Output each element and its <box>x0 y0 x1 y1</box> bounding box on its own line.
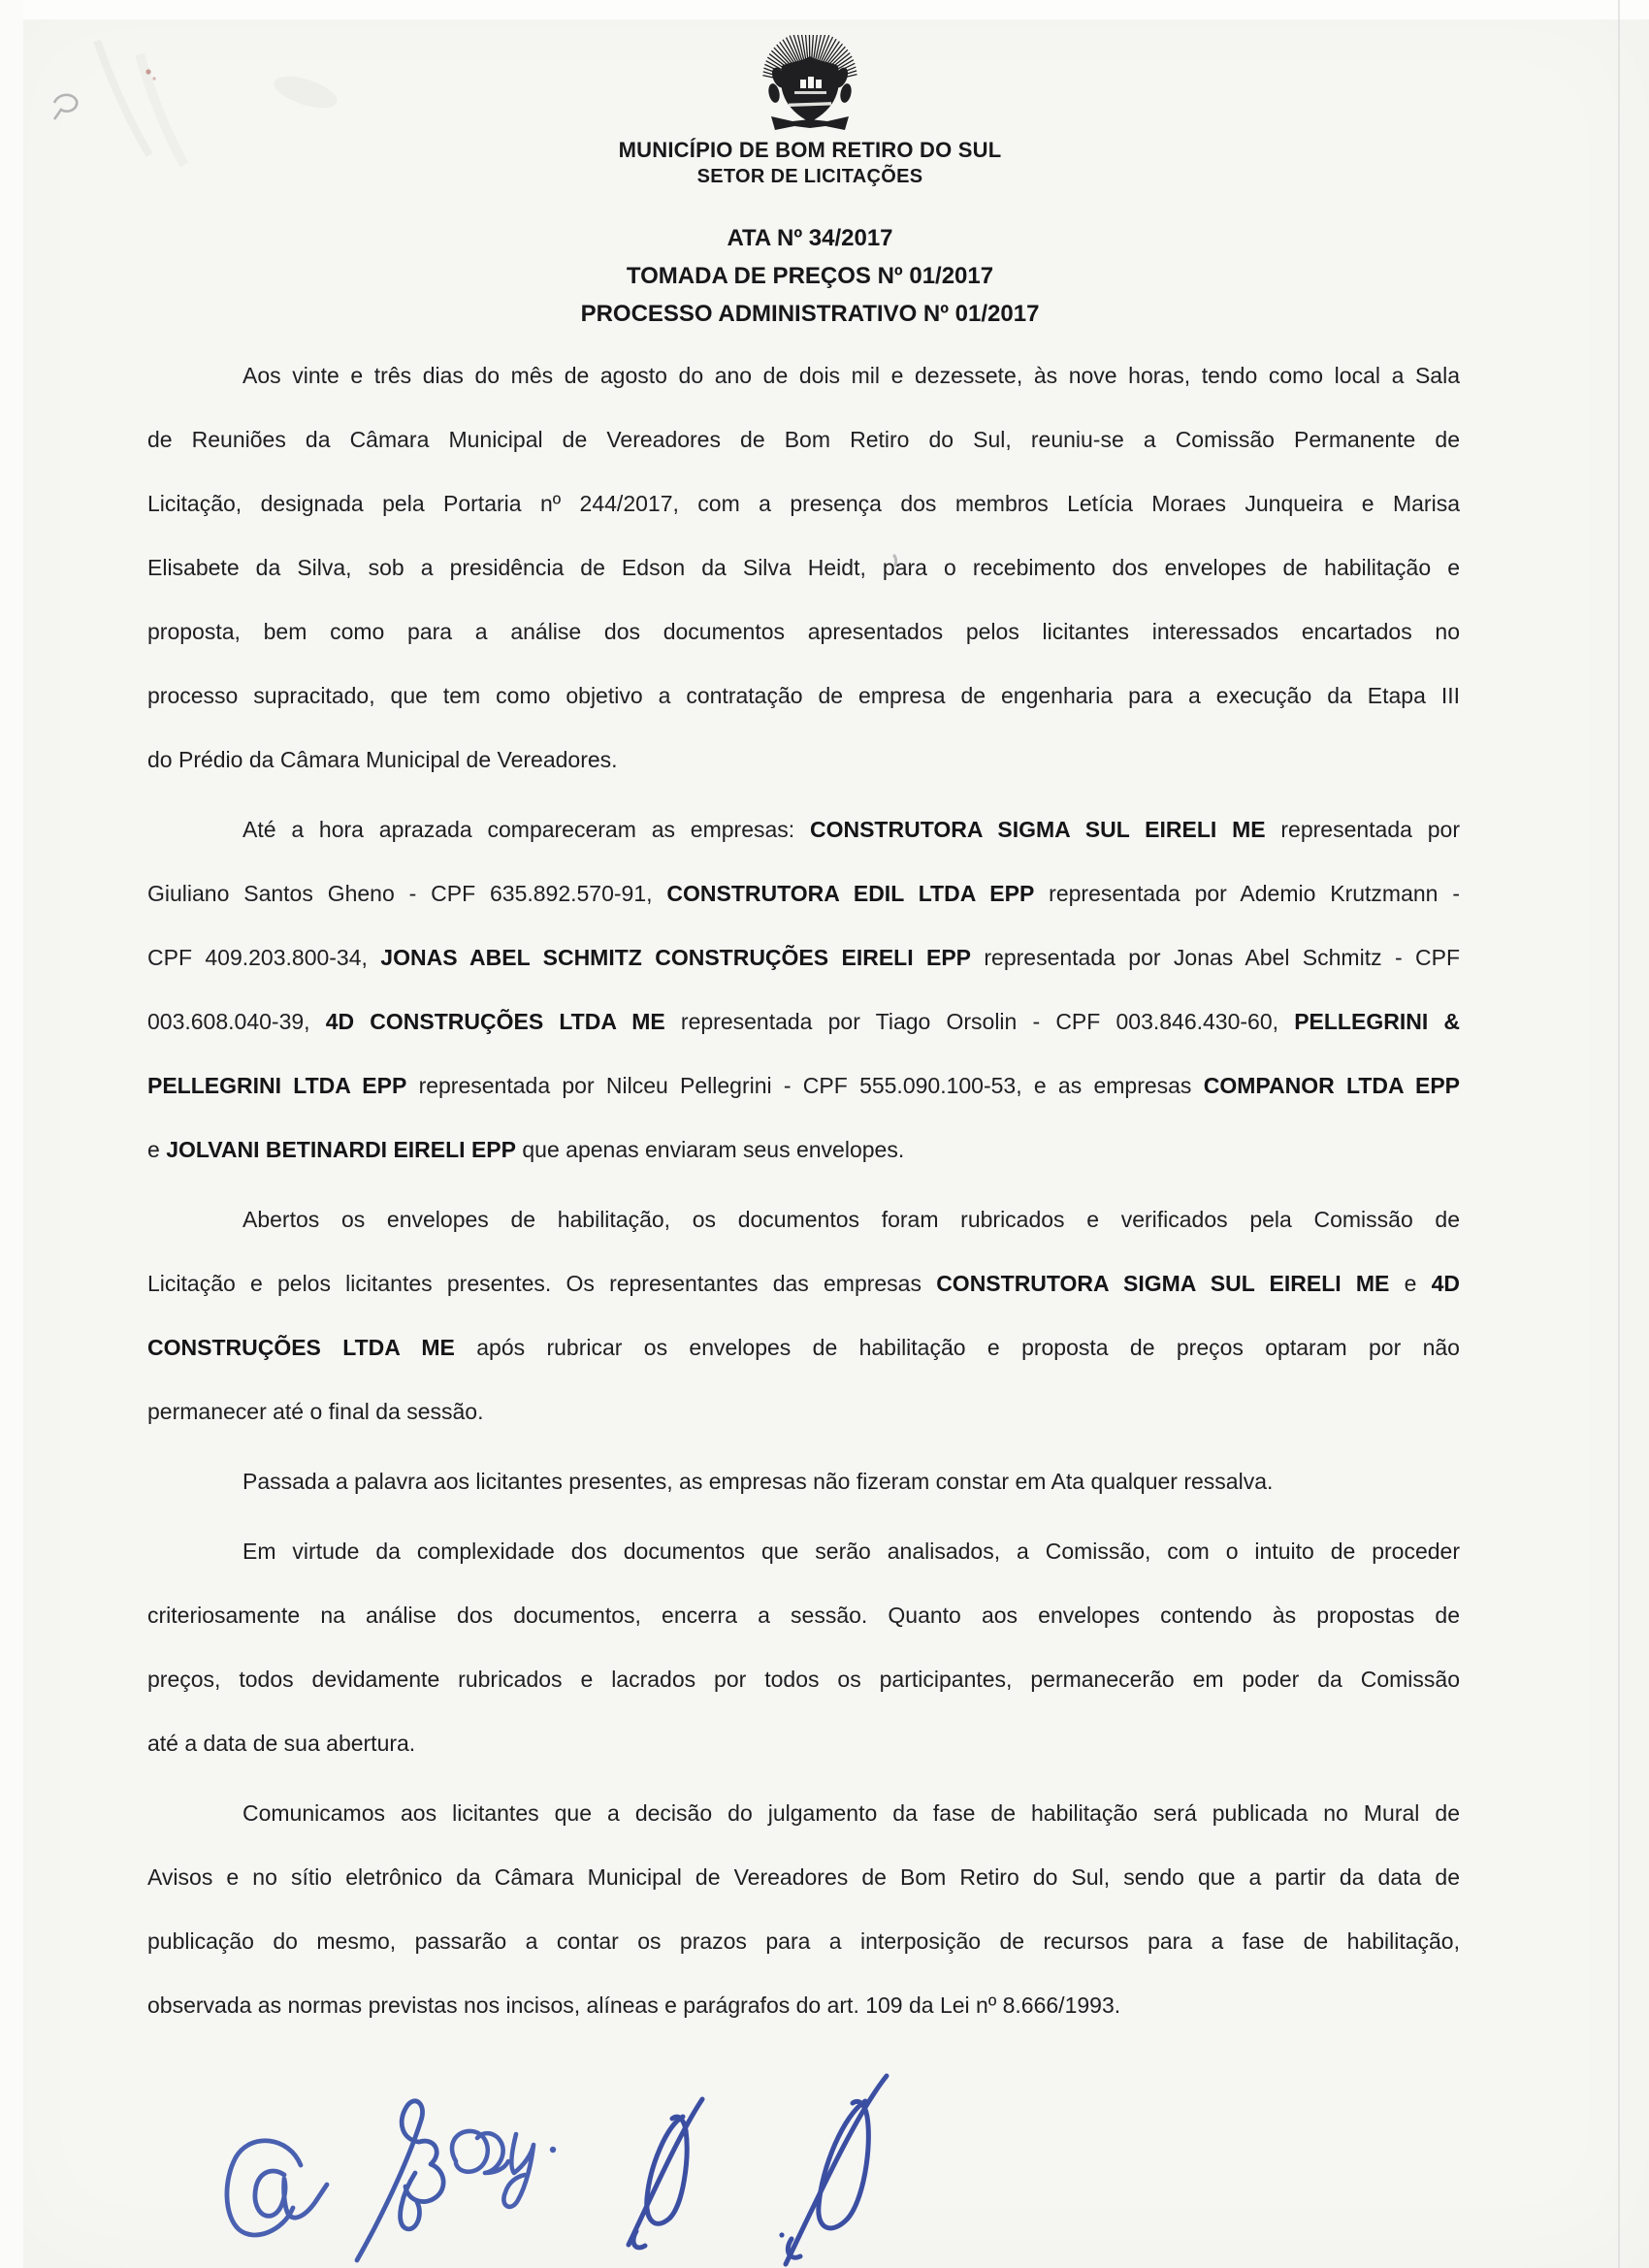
signature-5 <box>779 2076 887 2264</box>
signature-3 <box>452 2131 556 2207</box>
letterhead <box>0 35 1634 190</box>
paragraph-1-line-5: proposta, bem como para a análise dos documentos apresentados pelos licitantes interessados encartados no <box>147 619 1460 644</box>
paragraph-3-line-1: Abertos os envelopes de habilitação, os documentos foram rubricados e verificados pela Comissão de <box>242 1207 1460 1232</box>
paragraph-6-line-2: Avisos e no sítio eletrônico da Câmara Municipal de Vereadores de Bom Retiro do Sul, sendo que a partir da data de <box>147 1864 1460 1890</box>
signature-4 <box>629 2099 702 2248</box>
paragraph-3-line-2: Licitação e pelos licitantes presentes. Os representantes das empresas CONSTRUTORA SIGMA SUL EIRELI ME e 4D <box>147 1271 1460 1296</box>
title-block <box>0 219 1634 333</box>
paragraph-1-line-2: de Reuniões da Câmara Municipal de Vereadores de Bom Retiro do Sul, reuniu-se a Comissão Permanente de <box>147 427 1460 452</box>
doc-title-processo: PROCESSO ADMINISTRATIVO Nº 01/2017 <box>580 301 1040 327</box>
shield <box>781 56 839 122</box>
paragraph-2-line-2: Giuliano Santos Gheno - CPF 635.892.570-91, CONSTRUTORA EDIL LTDA EPP representada por Ademio Krutzmann - <box>147 881 1460 906</box>
paragraph-5-line-4: até a data de sua abertura. <box>147 1731 416 1756</box>
department-name: SETOR DE LICITAÇÕES <box>696 166 923 187</box>
paragraph-1-line-7: do Prédio da Câmara Municipal de Vereadores. <box>147 747 618 772</box>
paragraph-6-line-1: Comunicamos aos licitantes que a decisão do julgamento da fase de habilitação será publicada no Mural de <box>242 1800 1460 1826</box>
paragraph-5-line-3: preços, todos devidamente rubricados e lacrados por todos os participantes, permanecerão em poder da Comissão <box>147 1667 1460 1692</box>
doc-title-tomada: TOMADA DE PREÇOS Nº 01/2017 <box>626 263 994 289</box>
document-body <box>147 343 1460 2043</box>
paragraph-4 <box>147 1449 1460 1513</box>
doc-title-ata: ATA Nº 34/2017 <box>727 225 893 251</box>
paragraph-1-line-4: Elisabete da Silva, sob a presidência de Edson da Silva Heidt, para o recebimento dos envelopes de habilitação e <box>147 555 1460 580</box>
signature-1 <box>227 2141 327 2235</box>
paragraph-5-line-2: criteriosamente na análise dos documentos, encerra a sessão. Quanto aos envelopes contendo às propostas de <box>147 1603 1460 1628</box>
scan-edge-left <box>0 0 23 2268</box>
paragraph-6 <box>147 1781 1460 2037</box>
coat-of-arms-logo <box>723 35 897 134</box>
paragraph-2-line-1: Até a hora aprazada compareceram as empresas: CONSTRUTORA SIGMA SUL EIRELI ME representada por <box>242 817 1460 842</box>
paragraph-5-line-1: Em virtude da complexidade dos documentos que serão analisados, a Comissão, com o intuito de proceder <box>242 1539 1460 1564</box>
signature-2 <box>357 2101 443 2260</box>
paragraph-2-line-5: PELLEGRINI LTDA EPP representada por Nilceu Pellegrini - CPF 555.090.100-53, e as empresas COMPANOR LTDA EPP <box>147 1073 1461 1098</box>
paragraph-3-line-3: CONSTRUÇÕES LTDA ME após rubricar os envelopes de habilitação e proposta de preços optaram por não <box>147 1335 1460 1360</box>
paragraph-1-line-3: Licitação, designada pela Portaria nº 244/2017, com a presença dos membros Letícia Moraes Junqueira e Marisa <box>147 491 1460 516</box>
organization-name: MUNICÍPIO DE BOM RETIRO DO SUL <box>618 138 1002 162</box>
paragraph-6-line-3: publicação do mesmo, passarão a contar os prazos para a interposição de recursos para a fase de habilitação, <box>147 1928 1460 1954</box>
paragraph-3-line-4: permanecer até o final da sessão. <box>147 1399 484 1424</box>
paragraph-3 <box>147 1187 1460 1443</box>
paragraph-4-line-1: Passada a palavra aos licitantes presentes, as empresas não fizeram constar em Ata qualquer ressalva. <box>242 1469 1274 1494</box>
paragraph-1-line-1: Aos vinte e três dias do mês de agosto do ano de dois mil e dezessete, às nove horas, tendo como local a Sala <box>242 363 1460 388</box>
paragraph-2-line-3: CPF 409.203.800-34, JONAS ABEL SCHMITZ CONSTRUÇÕES EIRELI EPP representada por Jonas Abel Schmitz - CPF <box>147 945 1461 970</box>
paragraph-6-line-4: observada as normas previstas nos incisos, alíneas e parágrafos do art. 109 da Lei nº 8.666/1993. <box>147 1993 1121 2018</box>
paragraph-2-line-4: 003.608.040-39, 4D CONSTRUÇÕES LTDA ME representada por Tiago Orsolin - CPF 003.846.430-60, PELLEGRINI & <box>147 1009 1460 1034</box>
paragraph-2 <box>147 797 1460 1182</box>
scan-edge-top <box>0 0 1649 19</box>
paragraph-5 <box>147 1519 1460 1775</box>
paragraph-1-line-6: processo supracitado, que tem como objetivo a contratação de empresa de engenharia para a execução da Etapa III <box>147 683 1460 708</box>
paragraph-1 <box>147 343 1460 792</box>
paragraph-2-line-6: e JOLVANI BETINARDI EIRELI EPP que apenas enviaram seus envelopes. <box>147 1137 905 1162</box>
